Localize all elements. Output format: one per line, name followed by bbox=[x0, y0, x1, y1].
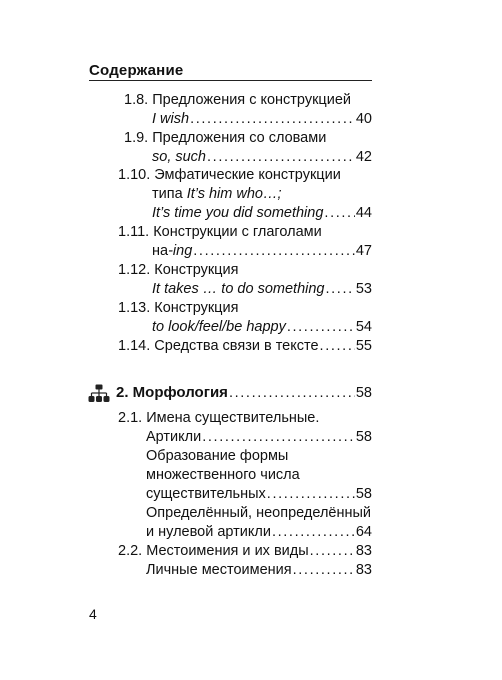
toc-page-number: 55 bbox=[355, 338, 372, 354]
toc-entry-number: 1.12. bbox=[118, 262, 151, 278]
toc-entry-leader[interactable] bbox=[152, 148, 372, 167]
toc-entry-subtitle: It’s time you did something bbox=[152, 205, 324, 221]
toc-entry-title-cont: множественного числа bbox=[146, 467, 300, 483]
toc-entry-text: Предложения с конструкцией bbox=[152, 92, 351, 108]
toc-entry-title: Определённый, неопределённый bbox=[146, 505, 372, 521]
toc-entry-subtitle: I wish bbox=[152, 111, 190, 127]
toc-entry-leader[interactable] bbox=[146, 485, 372, 504]
toc-entry-title bbox=[118, 223, 322, 242]
toc-page-number: 54 bbox=[355, 319, 372, 335]
toc-entry-leader[interactable] bbox=[152, 204, 372, 223]
toc-page-number: 58 bbox=[355, 486, 372, 502]
chapter-title: 2. Морфология bbox=[116, 384, 228, 401]
toc-page-number: 58 bbox=[355, 385, 372, 401]
toc-entry-number: 2.2. bbox=[118, 543, 143, 559]
toc-entry-subtitle: -ing bbox=[168, 243, 193, 259]
toc-entry-subtitle: Артикли bbox=[146, 429, 202, 445]
toc-entry-subtitle-plain: на bbox=[152, 243, 169, 259]
toc-entry-text: Личные местоимения bbox=[146, 562, 292, 578]
toc-entry-leader[interactable] bbox=[146, 428, 372, 447]
toc-page-number: 44 bbox=[355, 205, 372, 221]
toc-entry-leader[interactable] bbox=[152, 318, 372, 337]
chapter-heading[interactable] bbox=[116, 383, 372, 403]
toc-entry-title bbox=[118, 299, 238, 318]
toc-entry-number: 1.10. bbox=[118, 167, 151, 183]
toc-entry-title bbox=[124, 91, 351, 110]
toc-entry-leader[interactable] bbox=[146, 523, 372, 542]
toc-entry-text-italic: It’s him who…; bbox=[186, 186, 282, 202]
toc-entry-text: Имена существительные. bbox=[146, 410, 320, 426]
toc-entry-subtitle: и нулевой артикли bbox=[146, 524, 271, 540]
toc-entry-leader[interactable] bbox=[118, 542, 372, 561]
toc-entry-text: Конструкция bbox=[154, 262, 239, 278]
toc-entry-number: 1.9. bbox=[124, 130, 149, 146]
toc-entry-text: Местоимения и их виды bbox=[146, 543, 309, 559]
toc-page-number: 58 bbox=[355, 429, 372, 445]
toc-page-number: 53 bbox=[355, 281, 372, 297]
toc-page-number: 83 bbox=[355, 562, 372, 578]
toc-entry-leader[interactable] bbox=[146, 561, 372, 580]
toc-page-number: 47 bbox=[355, 243, 372, 259]
toc-entry-text: типа bbox=[152, 186, 187, 202]
toc-entry-text: Предложения со словами bbox=[152, 130, 327, 146]
toc-page-number: 64 bbox=[355, 524, 372, 540]
header-title: Содержание bbox=[89, 62, 184, 79]
toc-entry-title bbox=[118, 261, 238, 280]
toc-entry-subtitle: to look/feel/be happy bbox=[152, 319, 286, 335]
toc-entry-number: 1.13. bbox=[118, 300, 151, 316]
toc-entry-text: Эмфатические конструкции bbox=[154, 167, 341, 183]
toc-entry-leader[interactable] bbox=[118, 337, 372, 356]
toc-entry-subtitle: существительных bbox=[146, 486, 266, 502]
toc-entry-text: Конструкция bbox=[154, 300, 239, 316]
toc-entry-title bbox=[124, 129, 326, 148]
toc-entry-title bbox=[118, 166, 341, 185]
toc-entry-number: 1.8. bbox=[124, 92, 149, 108]
hierarchy-icon bbox=[88, 384, 110, 404]
toc-entry-leader[interactable] bbox=[152, 280, 372, 299]
toc-entry-leader[interactable] bbox=[152, 242, 372, 261]
toc-entry-subtitle: It takes … to do something bbox=[152, 281, 325, 297]
toc-page-number: 83 bbox=[355, 543, 372, 559]
toc-entry-number: 2.1. bbox=[118, 410, 143, 426]
toc-page-number: 40 bbox=[355, 111, 372, 127]
toc-entry-title-cont bbox=[152, 185, 282, 204]
toc-entry-text: Конструкции с глаголами bbox=[153, 224, 322, 240]
toc-page-number: 42 bbox=[355, 149, 372, 165]
toc-entry-subtitle: so, such bbox=[152, 149, 206, 165]
toc-entry-title bbox=[118, 409, 319, 428]
toc-entry-title: Образование формы bbox=[146, 448, 289, 464]
toc-entry-leader[interactable] bbox=[152, 110, 372, 129]
toc-entry-number: 1.14. bbox=[118, 338, 151, 354]
page-number: 4 bbox=[89, 606, 97, 622]
toc-entry-text: Средства связи в тексте bbox=[154, 338, 319, 354]
toc-entry-number: 1.11. bbox=[118, 224, 150, 240]
